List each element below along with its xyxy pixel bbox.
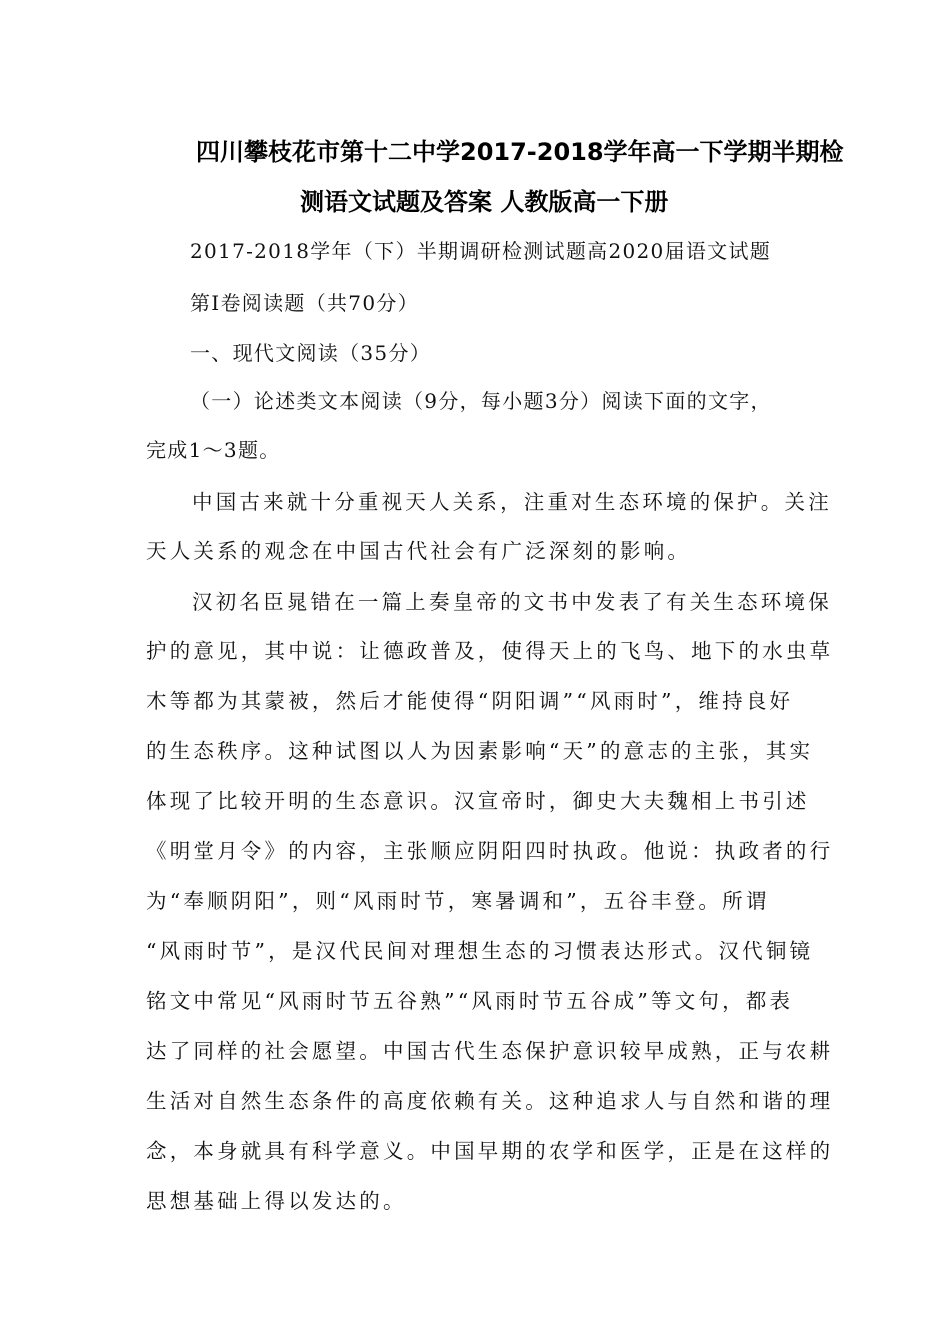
paragraph-line: 天人关系的观念在中国古代社会有广泛深刻的影响。	[146, 539, 692, 563]
paragraph-line: 的生态秩序。这种试图以人为因素影响“天”的意志的主张，其实	[146, 739, 814, 763]
paragraph-line: 护的意见，其中说：让德政普及，使得天上的飞鸟、地下的水虫草	[146, 639, 834, 663]
paragraph-line: 念，本身就具有科学意义。中国早期的农学和医学，正是在这样的	[146, 1139, 834, 1163]
paragraph-line: 汉初名臣晁错在一篇上奏皇帝的文书中发表了有关生态环境保	[192, 590, 832, 614]
section-part-heading: 一、现代文阅读（35分）	[190, 341, 432, 365]
paragraph-line: 《明堂月令》的内容，主张顺应阴阳四时执政。他说：执政者的行	[146, 839, 834, 863]
paragraph-line: 铭文中常见“风雨时节五谷熟”“风雨时节五谷成”等文句，都表	[146, 989, 794, 1013]
exam-subtitle: 2017-2018学年（下）半期调研检测试题高2020届语文试题	[190, 239, 772, 263]
paragraph-line: 体现了比较开明的生态意识。汉宣帝时，御史大夫魏相上书引述	[146, 789, 810, 813]
paragraph-line: 生活对自然生态条件的高度依赖有关。这种追求人与自然和谐的理	[146, 1089, 834, 1113]
paragraph-line: 达了同样的社会愿望。中国古代生态保护意识较早成熟，正与农耕	[146, 1039, 834, 1063]
paragraph-line: 思想基础上得以发达的。	[146, 1189, 407, 1213]
instruction-line-1: （一）论述类文本阅读（9分，每小题3分）阅读下面的文字，	[190, 389, 772, 413]
section-volume-heading: 第Ⅰ卷阅读题（共70分）	[190, 291, 419, 315]
instruction-line-2: 完成1～3题。	[146, 438, 281, 462]
paragraph-line: 为“奉顺阴阳”，则“风雨时节，寒暑调和”，五谷丰登。所谓	[146, 889, 770, 913]
paragraph-line: 木等都为其蒙被，然后才能使得“阴阳调”“风雨时”，维持良好	[146, 689, 794, 713]
paragraph-line: “风雨时节”，是汉代民间对理想生态的习惯表达形式。汉代铜镜	[146, 939, 814, 963]
document-title-line-1: 四川攀枝花市第十二中学2017-2018学年高一下学期半期检	[196, 138, 844, 166]
document-title-line-2: 测语文试题及答案 人教版高一下册	[300, 188, 669, 216]
paragraph-line: 中国古来就十分重视天人关系，注重对生态环境的保护。关注	[192, 490, 832, 514]
